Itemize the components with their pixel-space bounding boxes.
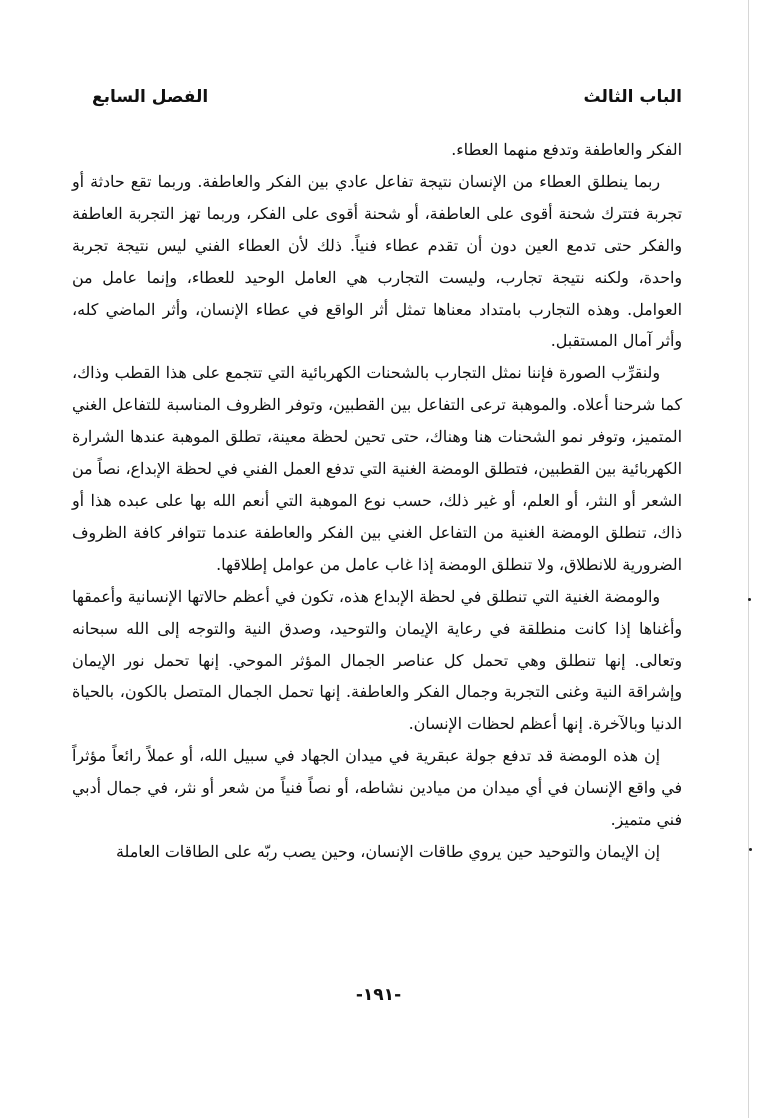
page-body (72, 134, 682, 868)
margin-speck (748, 598, 751, 601)
paragraph: والومضة الغنية التي تنطلق في لحظة الإبداع هذه، تكون في أعظم حالاتها الإنسانية وأعمقها وأغناها إذا كانت منطلقة في رعاية الإيمان والتوحيد، وصدق النية والتوجه إلى الله سبحانه وتعالى. إنها تنطلق وهي تحمل كل عناصر الجمال المؤثر الموحي. إنها تحمل نور الإيمان وإشراقة النية وغنى التجربة وجمال الفكر والعاطفة. إنها تحمل الجمال المتصل بالكون، بالحياة الدنيا وبالآخرة. إنها أعظم لحظات الإنسان. (72, 586, 682, 734)
margin-speck (749, 848, 752, 851)
page-number: -١٩١- (355, 985, 402, 1005)
paragraph: الفكر والعاطفة وتدفع منهما العطاء. (451, 140, 682, 159)
paragraph: ولنقرِّب الصورة فإننا نمثل التجارب بالشحنات الكهربائية التي تتجمع على هذا القطب وذاك، كما شرحنا أعلاه. والموهبة ترعى التفاعل بين القطبين، وتوفر الظروف المناسبة للتفاعل الغني المتميز، وتوفر نمو الشحنات هنا وهناك، حتى تحين لحظة معينة، تطلق الموهبة عندها الشرارة الكهربائية بين القطبين، فتطلق الومضة الغنية التي تدفع العمل الفني في لحظة الإبداع، نصاً من الشعر أو النثر، أو العلم، أو غير ذلك، حسب نوع الموهبة التي أنعم الله بها على عبده هذا أو ذاك، تنطلق الومضة الغنية من التفاعل الغني بين الفكر والعاطفة عندما تتوافر كافة الظروف الضرورية للانطلاق، ولا تنطلق الومضة إذا غاب عامل من عوامل إطلاقها. (72, 363, 682, 574)
paragraph: إن هذه الومضة قد تدفع جولة عبقرية في ميدان الجهاد في سبيل الله، أو عملاً رائعاً مؤثراً في واقع الإنسان في أي ميدان من ميادين نشاطه، أو نصاً فنياً من شعر أو نثر، في جمال أدبي فني متميز. (72, 746, 682, 830)
paragraph: إن الإيمان والتوحيد حين يروي طاقات الإنسان، وحين يصب ربّه على الطاقات العاملة (116, 841, 660, 861)
chapter-title: الفصل السابع (92, 87, 209, 107)
page-edge-line (748, 0, 749, 1118)
part-title: الباب الثالث (583, 87, 682, 107)
running-header (92, 82, 682, 112)
paragraph: ربما ينطلق العطاء من الإنسان نتيجة تفاعل عادي بين الفكر والعاطفة. وربما تقع حادثة أو تجربة فتترك شحنة أقوى على العاطفة، أو شحنة أقوى على الفكر، وربما تهز التجربة العاطفة والفكر حتى تدمع العين دون أن تقدم عطاء فنياً. ذلك لأن العطاء الفني ليس نتيجة تجربة واحدة، ولكنه نتيجة تجارب، وليست التجارب هي العامل الوحيد للعطاء، وإنما عامل من العوامل. وهذه التجارب بامتداد معناها تمثل أثر الواقع في عطاء الإنسان، وأثر الماضي كله، وأثر آمال المستقبل. (72, 171, 682, 351)
